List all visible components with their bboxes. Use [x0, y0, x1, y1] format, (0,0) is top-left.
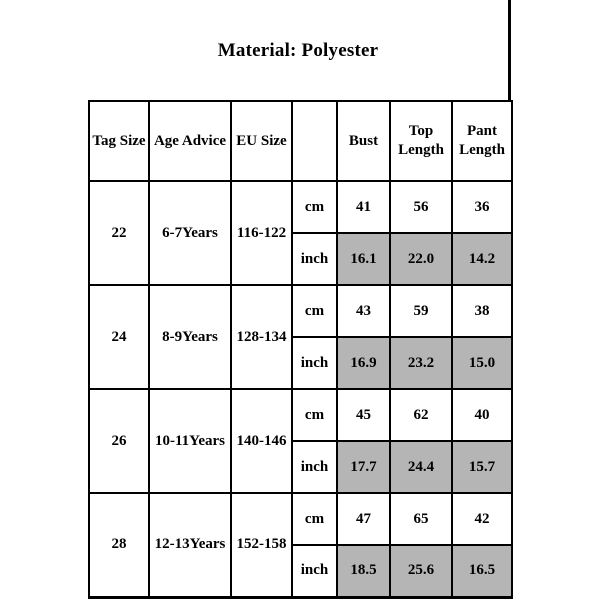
pant-length-cm-cell: 42 [452, 493, 512, 545]
age-advice-cell: 10-11Years [149, 389, 231, 493]
pant-length-cm-cell: 40 [452, 389, 512, 441]
tag-size-cell: 28 [89, 493, 149, 597]
tag-size-cell: 22 [89, 181, 149, 285]
header-tag-size: Tag Size [89, 101, 149, 181]
tag-size-cell: 24 [89, 285, 149, 389]
unit-cell-inch: inch [292, 337, 337, 389]
bust-inch-cell: 17.7 [337, 441, 390, 493]
header-eu-size: EU Size [231, 101, 292, 181]
top-length-cm-cell: 56 [390, 181, 452, 233]
header-bust: Bust [337, 101, 390, 181]
pant-length-cm-cell: 36 [452, 181, 512, 233]
pant-length-cm-cell: 38 [452, 285, 512, 337]
pant-length-inch-cell: 15.7 [452, 441, 512, 493]
unit-cell-cm: cm [292, 389, 337, 441]
pant-length-inch-cell: 14.2 [452, 233, 512, 285]
unit-cell-inch: inch [292, 441, 337, 493]
bust-cm-cell: 47 [337, 493, 390, 545]
age-advice-cell: 12-13Years [149, 493, 231, 597]
header-age-advice: Age Advice [149, 101, 231, 181]
material-title-block [88, 0, 511, 101]
header-pant-length: Pant Length [452, 101, 512, 181]
age-advice-cell: 6-7Years [149, 181, 231, 285]
unit-cell-cm: cm [292, 493, 337, 545]
unit-cell-cm: cm [292, 285, 337, 337]
eu-size-cell: 116-122 [231, 181, 292, 285]
top-length-inch-cell: 24.4 [390, 441, 452, 493]
table-row [89, 493, 512, 545]
table-row [89, 389, 512, 441]
table-row [89, 285, 512, 337]
top-length-inch-cell: 23.2 [390, 337, 452, 389]
table-row [89, 181, 512, 233]
bust-cm-cell: 45 [337, 389, 390, 441]
unit-cell-cm: cm [292, 181, 337, 233]
header-unit [292, 101, 337, 181]
bust-cm-cell: 43 [337, 285, 390, 337]
header-row [89, 101, 512, 181]
age-advice-cell: 8-9Years [149, 285, 231, 389]
bust-inch-cell: 16.9 [337, 337, 390, 389]
top-length-inch-cell: 22.0 [390, 233, 452, 285]
top-length-cm-cell: 65 [390, 493, 452, 545]
eu-size-cell: 140-146 [231, 389, 292, 493]
header-top-length: Top Length [390, 101, 452, 181]
tag-size-cell: 26 [89, 389, 149, 493]
pant-length-inch-cell: 15.0 [452, 337, 512, 389]
bust-cm-cell: 41 [337, 181, 390, 233]
top-length-inch-cell: 25.6 [390, 545, 452, 597]
unit-cell-inch: inch [292, 545, 337, 597]
pant-length-inch-cell: 16.5 [452, 545, 512, 597]
bust-inch-cell: 18.5 [337, 545, 390, 597]
top-length-cm-cell: 62 [390, 389, 452, 441]
unit-cell-inch: inch [292, 233, 337, 285]
page-title: Material: Polyester [217, 39, 379, 61]
size-chart-table [88, 100, 513, 599]
bust-inch-cell: 16.1 [337, 233, 390, 285]
top-length-cm-cell: 59 [390, 285, 452, 337]
eu-size-cell: 152-158 [231, 493, 292, 597]
eu-size-cell: 128-134 [231, 285, 292, 389]
